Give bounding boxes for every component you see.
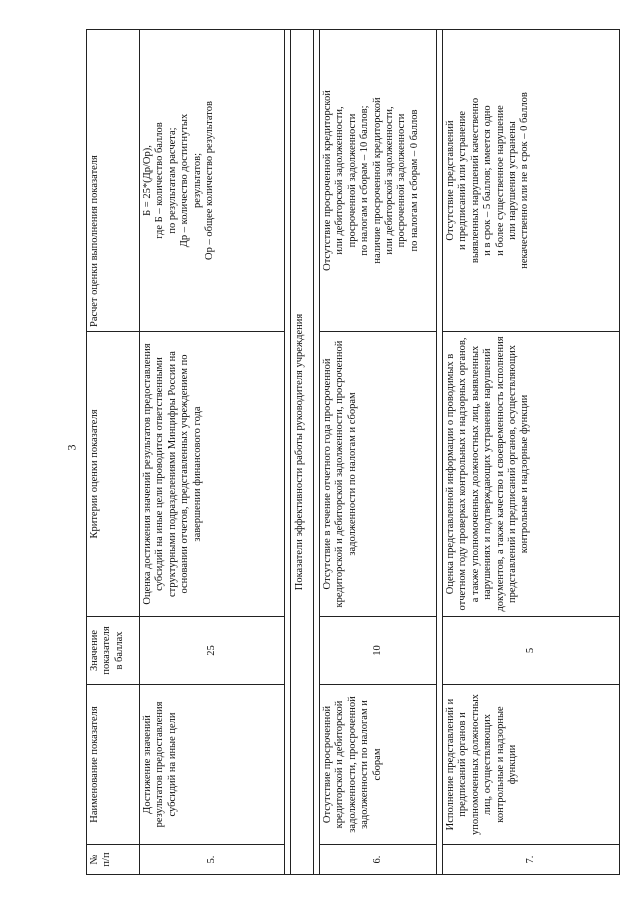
table-row xyxy=(320,30,437,875)
calc-line: просроченной задолженности xyxy=(346,113,358,248)
row-criteria: Оценка достижения значений результатов предоставления субсидий на иные цели проводится ответственными структурными подразделениями Минцифры России на основании отчетов, представленных учреждением по завершении финансового года xyxy=(140,332,285,617)
row-indicator-name: Достижение значений результатов предоставления субсидий на иные цели xyxy=(140,685,285,845)
calc-line: выявленных нарушений качественно xyxy=(469,97,481,264)
calc-line: по налогам и сборам – 10 баллов; xyxy=(359,105,371,256)
calc-line: просроченной задолженности xyxy=(396,113,408,248)
row-points-value: 10 xyxy=(320,617,437,685)
calc-line: наличие просроченной кредиторской xyxy=(371,97,383,264)
calc-line: Отсутствие представлений xyxy=(445,120,456,241)
header-indicator-name: Наименование показателя xyxy=(87,685,140,845)
row-indicator-name: Отсутствие просроченной кредиторской и дебиторской задолженности, просроченной задолженности по налогам и сборам xyxy=(320,685,437,845)
calc-line: Б = 25*(Др/Ор), xyxy=(142,145,153,216)
section-row xyxy=(291,30,314,875)
header-criteria: Критерии оценки показателя xyxy=(87,332,140,617)
page-number: 3 xyxy=(64,444,79,451)
calc-line: и в срок – 5 баллов; имеется одно xyxy=(482,105,494,256)
row-number: 7. xyxy=(443,845,620,875)
table-header-row xyxy=(87,30,140,875)
calc-line: Др – количество достигнутых xyxy=(179,113,191,248)
calc-line: или дебиторской задолженности, xyxy=(334,106,346,255)
calc-line: Ор – общее количество результатов xyxy=(203,101,215,260)
section-title: Показатели эффективности работы руководителя учреждения xyxy=(291,30,314,875)
row-calculation xyxy=(140,30,285,332)
row-number: 5. xyxy=(140,845,285,875)
header-number: № п/п xyxy=(87,845,140,875)
indicators-table xyxy=(86,29,620,875)
calc-line: или дебиторской задолженности, xyxy=(383,106,395,255)
calc-line: по налогам и сборам – 0 баллов xyxy=(408,109,420,252)
row-points-value: 25 xyxy=(140,617,285,685)
row-criteria: Отсутствие в течение отчетного года просроченной кредиторской и дебиторской задолженности, просроченной задолженности по налогам и сборам xyxy=(320,332,437,617)
calc-line: и предписаний или устранение xyxy=(457,111,469,250)
table-row xyxy=(140,30,285,875)
row-indicator-name: Исполнение представлений и предписаний органов и уполномоченных должностных лиц, осуществляющих контрольные и надзорные функции xyxy=(443,685,620,845)
rotated-page-content xyxy=(86,30,606,875)
row-calculation xyxy=(443,30,620,332)
row-criteria: Оценка представленной информации о проводимых в отчетном году проверках контрольных и надзорных органов, а также уполномоченных должностных лиц, выявленных нарушениях и подтверждающих устранение нарушений документов, а также качество и своевременность исполнения представлений и предписаний органов, осуществляющих контрольные и надзорные функции xyxy=(443,332,620,617)
header-points-value: Значение показателя в баллах xyxy=(87,617,140,685)
calc-line: где Б – количество баллов xyxy=(154,122,166,239)
row-number: 6. xyxy=(320,845,437,875)
row-points-value: 5 xyxy=(443,617,620,685)
calc-line: или нарушения устранены xyxy=(506,121,518,240)
calc-line: результатов; xyxy=(191,152,203,209)
table-row xyxy=(443,30,620,875)
calc-line: Отсутствие просроченной кредиторской xyxy=(322,90,333,271)
calc-line: некачественно или не в срок – 0 баллов xyxy=(519,92,531,269)
calc-line: по результатам расчета; xyxy=(166,127,178,234)
row-calculation xyxy=(320,30,437,332)
calc-line: и более существенное нарушение xyxy=(494,105,506,256)
header-calculation: Расчет оценки выполнения показателя xyxy=(87,30,140,332)
